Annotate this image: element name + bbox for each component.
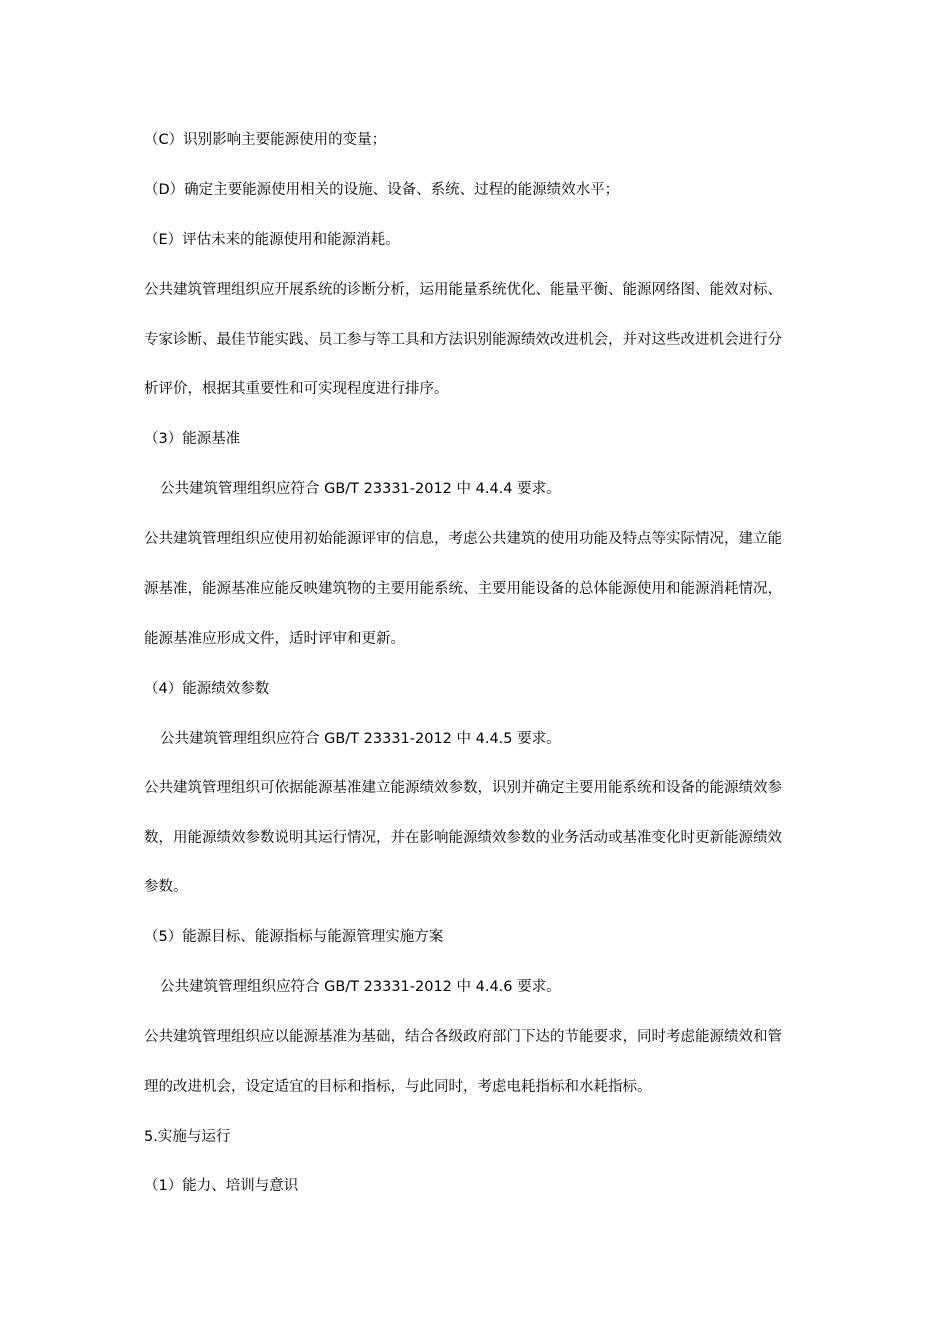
paragraph-line: 公共建筑管理组织应符合 GB/T 23331-2012 中 4.4.5 要求。 [160, 731, 561, 747]
paragraph-line: 能源基准应形成文件，适时评审和更新。 [144, 631, 405, 647]
paragraph-line: 理的改进机会，设定适宜的目标和指标，与此同时，考虑电耗指标和水耗指标。 [144, 1079, 652, 1095]
paragraph-line: 公共建筑管理组织可依据能源基准建立能源绩效参数，识别并确定主要用能系统和设备的能源绩效参 [144, 780, 782, 796]
paragraph-line: 专家诊断、最佳节能实践、员工参与等工具和方法识别能源绩效改进机会，并对这些改进机会进行分 [144, 332, 782, 348]
paragraph-line: 源基准，能源基准应能反映建筑物的主要用能系统、主要用能设备的总体能源使用和能源消耗情况， [144, 581, 782, 597]
paragraph-line: 公共建筑管理组织应以能源基准为基础，结合各级政府部门下达的节能要求，同时考虑能源绩效和管 [144, 1029, 782, 1045]
paragraph-line: （D）确定主要能源使用相关的设施、设备、系统、过程的能源绩效水平； [144, 182, 620, 198]
paragraph-line: 公共建筑管理组织应使用初始能源评审的信息，考虑公共建筑的使用功能及特点等实际情况，建立能 [144, 531, 782, 547]
section-heading: （5）能源目标、能源指标与能源管理实施方案 [144, 929, 444, 945]
paragraph-line: 析评价，根据其重要性和可实现程度进行排序。 [144, 381, 449, 397]
section-heading: （3）能源基准 [144, 431, 241, 447]
paragraph-line: 数，用能源绩效参数说明其运行情况，并在影响能源绩效参数的业务活动或基准变化时更新能源绩效 [144, 830, 782, 846]
paragraph-line: 公共建筑管理组织应符合 GB/T 23331-2012 中 4.4.6 要求。 [160, 979, 561, 995]
paragraph-line: 公共建筑管理组织应开展系统的诊断分析，运用能量系统优化、能量平衡、能源网络图、能效对标、 [144, 282, 782, 298]
section-heading: 5.实施与运行 [144, 1129, 231, 1145]
paragraph-line: （E）评估未来的能源使用和能源消耗。 [144, 232, 400, 248]
paragraph-line: 公共建筑管理组织应符合 GB/T 23331-2012 中 4.4.4 要求。 [160, 481, 561, 497]
section-heading: （1）能力、培训与意识 [144, 1178, 299, 1194]
paragraph-line: 参数。 [144, 879, 188, 895]
paragraph-line: （C）识别影响主要能源使用的变量； [144, 132, 387, 148]
section-heading: （4）能源绩效参数 [144, 681, 270, 697]
